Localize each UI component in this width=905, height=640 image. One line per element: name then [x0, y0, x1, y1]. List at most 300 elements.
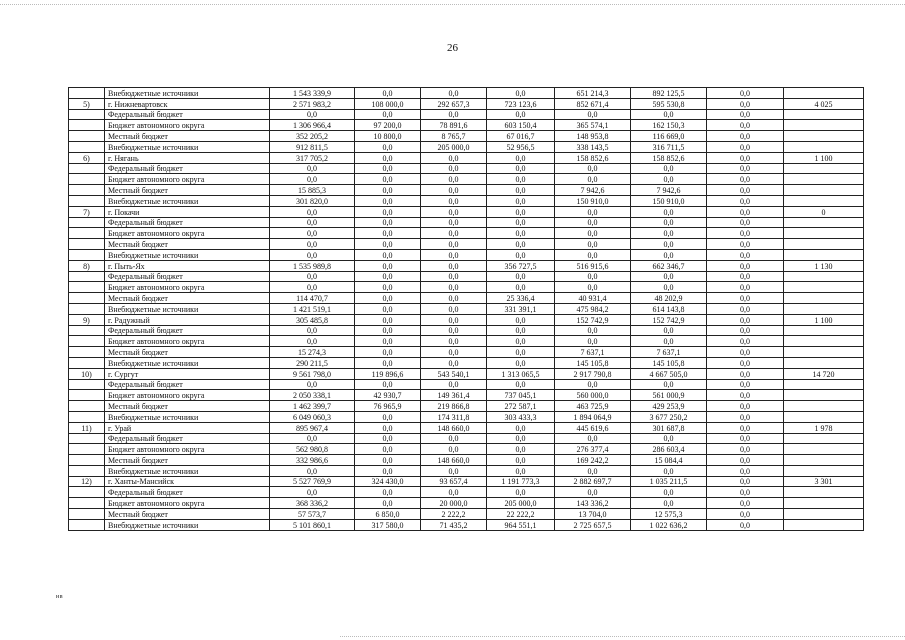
indicator-cell	[784, 141, 864, 152]
indicator-cell	[784, 228, 864, 239]
indicator-cell	[784, 336, 864, 347]
value-cell: 148 660,0	[421, 422, 487, 433]
row-number	[69, 249, 105, 260]
table-row	[69, 174, 864, 185]
value-cell: 0,0	[270, 249, 355, 260]
value-cell: 0,0	[355, 455, 421, 466]
indicator-cell	[784, 217, 864, 228]
table-row	[69, 357, 864, 368]
value-cell: 0,0	[555, 228, 631, 239]
indicator-cell	[784, 293, 864, 304]
indicator-cell	[784, 239, 864, 250]
row-name: Бюджет автономного округа	[105, 498, 270, 509]
value-cell: 13 704,0	[555, 509, 631, 520]
value-cell: 0,0	[487, 271, 555, 282]
value-cell: 0,0	[707, 509, 784, 520]
value-cell: 22 222,2	[487, 509, 555, 520]
value-cell: 0,0	[555, 174, 631, 185]
value-cell: 0,0	[707, 303, 784, 314]
value-cell: 0,0	[487, 249, 555, 260]
table-row	[69, 109, 864, 120]
row-name: г. Пыть-Ях	[105, 260, 270, 271]
value-cell: 0,0	[355, 465, 421, 476]
table-row	[69, 271, 864, 282]
row-number: 12)	[69, 476, 105, 487]
value-cell: 0,0	[631, 465, 707, 476]
value-cell: 0,0	[270, 282, 355, 293]
value-cell: 0,0	[631, 498, 707, 509]
value-cell: 0,0	[355, 174, 421, 185]
value-cell: 0,0	[707, 109, 784, 120]
value-cell: 0,0	[355, 357, 421, 368]
table-row	[69, 88, 864, 99]
value-cell: 356 727,5	[487, 260, 555, 271]
value-cell: 292 657,3	[421, 98, 487, 109]
value-cell: 290 211,5	[270, 357, 355, 368]
value-cell: 7 637,1	[631, 347, 707, 358]
value-cell: 0,0	[355, 293, 421, 304]
row-name: г. Урай	[105, 422, 270, 433]
value-cell: 0,0	[707, 206, 784, 217]
indicator-cell	[784, 131, 864, 142]
value-cell: 0,0	[631, 433, 707, 444]
table-row	[69, 519, 864, 530]
row-name: Федеральный бюджет	[105, 487, 270, 498]
row-number: 9)	[69, 314, 105, 325]
row-name: Местный бюджет	[105, 509, 270, 520]
value-cell: 0,0	[555, 465, 631, 476]
table-row	[69, 163, 864, 174]
row-number: 11)	[69, 422, 105, 433]
value-cell: 0,0	[707, 314, 784, 325]
row-name: Местный бюджет	[105, 239, 270, 250]
value-cell: 148 953,8	[555, 131, 631, 142]
indicator-cell	[784, 357, 864, 368]
value-cell: 219 866,8	[421, 401, 487, 412]
indicator-cell	[784, 498, 864, 509]
indicator-cell	[784, 519, 864, 530]
row-number	[69, 282, 105, 293]
row-number	[69, 498, 105, 509]
table-row	[69, 195, 864, 206]
value-cell: 0,0	[355, 282, 421, 293]
table-row	[69, 487, 864, 498]
value-cell: 305 485,8	[270, 314, 355, 325]
value-cell: 0,0	[707, 174, 784, 185]
row-number: 7)	[69, 206, 105, 217]
indicator-cell: 1 100	[784, 314, 864, 325]
value-cell: 0,0	[270, 271, 355, 282]
table-row	[69, 336, 864, 347]
value-cell: 0,0	[421, 195, 487, 206]
row-name: Федеральный бюджет	[105, 379, 270, 390]
table-row	[69, 498, 864, 509]
value-cell: 0,0	[355, 433, 421, 444]
indicator-cell	[784, 282, 864, 293]
table-row	[69, 228, 864, 239]
value-cell: 0,0	[555, 325, 631, 336]
row-number	[69, 465, 105, 476]
value-cell: 0,0	[421, 325, 487, 336]
row-number	[69, 120, 105, 131]
value-cell: 0,0	[355, 228, 421, 239]
value-cell: 0,0	[421, 249, 487, 260]
value-cell: 2 725 657,5	[555, 519, 631, 530]
value-cell: 912 811,5	[270, 141, 355, 152]
value-cell: 1 022 636,2	[631, 519, 707, 530]
value-cell: 0,0	[487, 152, 555, 163]
value-cell: 3 677 250,2	[631, 411, 707, 422]
value-cell: 0,0	[707, 271, 784, 282]
value-cell: 0,0	[707, 357, 784, 368]
value-cell: 0,0	[631, 336, 707, 347]
table-row	[69, 141, 864, 152]
value-cell: 543 540,1	[421, 368, 487, 379]
value-cell: 174 311,8	[421, 411, 487, 422]
table-row	[69, 325, 864, 336]
value-cell: 0,0	[707, 228, 784, 239]
value-cell: 145 105,8	[555, 357, 631, 368]
value-cell: 150 910,0	[555, 195, 631, 206]
value-cell: 7 637,1	[555, 347, 631, 358]
value-cell: 1 421 519,1	[270, 303, 355, 314]
table-row	[69, 411, 864, 422]
value-cell: 0,0	[421, 239, 487, 250]
row-number	[69, 455, 105, 466]
value-cell: 0,0	[355, 411, 421, 422]
value-cell: 0,0	[487, 455, 555, 466]
value-cell: 76 965,9	[355, 401, 421, 412]
value-cell: 52 956,5	[487, 141, 555, 152]
value-cell: 852 671,4	[555, 98, 631, 109]
budget-table-body	[69, 88, 864, 531]
indicator-cell	[784, 88, 864, 99]
value-cell: 10 800,0	[355, 131, 421, 142]
value-cell: 145 105,8	[631, 357, 707, 368]
row-name: Местный бюджет	[105, 455, 270, 466]
value-cell: 0,0	[555, 239, 631, 250]
value-cell: 0,0	[270, 465, 355, 476]
value-cell: 0,0	[707, 217, 784, 228]
value-cell: 0,0	[355, 195, 421, 206]
value-cell: 1 543 339,9	[270, 88, 355, 99]
row-number	[69, 271, 105, 282]
value-cell: 1 191 773,3	[487, 476, 555, 487]
value-cell: 368 336,2	[270, 498, 355, 509]
value-cell: 0,0	[487, 109, 555, 120]
value-cell: 0,0	[355, 444, 421, 455]
table-row	[69, 303, 864, 314]
value-cell: 0,0	[707, 88, 784, 99]
row-name: Бюджет автономного округа	[105, 228, 270, 239]
value-cell: 317 580,0	[355, 519, 421, 530]
value-cell: 562 980,8	[270, 444, 355, 455]
value-cell: 0,0	[355, 498, 421, 509]
indicator-cell: 14 720	[784, 368, 864, 379]
row-name: Внебюджетные источники	[105, 249, 270, 260]
table-row	[69, 368, 864, 379]
value-cell: 108 000,0	[355, 98, 421, 109]
value-cell: 737 045,1	[487, 390, 555, 401]
table-row	[69, 293, 864, 304]
indicator-cell	[784, 325, 864, 336]
value-cell: 964 551,1	[487, 519, 555, 530]
value-cell: 365 574,1	[555, 120, 631, 131]
value-cell: 445 619,6	[555, 422, 631, 433]
value-cell: 9 561 798,0	[270, 368, 355, 379]
value-cell: 205 000,0	[487, 498, 555, 509]
row-name: Бюджет автономного округа	[105, 444, 270, 455]
value-cell: 0,0	[707, 336, 784, 347]
value-cell: 0,0	[421, 174, 487, 185]
value-cell: 0,0	[421, 465, 487, 476]
indicator-cell	[784, 401, 864, 412]
value-cell: 1 306 966,4	[270, 120, 355, 131]
value-cell: 1 535 989,8	[270, 260, 355, 271]
value-cell: 0,0	[707, 433, 784, 444]
value-cell: 0,0	[707, 260, 784, 271]
value-cell: 143 336,2	[555, 498, 631, 509]
row-number	[69, 433, 105, 444]
value-cell: 158 852,6	[555, 152, 631, 163]
indicator-cell: 0	[784, 206, 864, 217]
value-cell: 0,0	[421, 282, 487, 293]
value-cell: 0,0	[355, 249, 421, 260]
value-cell: 0,0	[707, 401, 784, 412]
value-cell: 324 430,0	[355, 476, 421, 487]
row-number	[69, 325, 105, 336]
value-cell: 0,0	[707, 411, 784, 422]
value-cell: 116 669,0	[631, 131, 707, 142]
row-number	[69, 411, 105, 422]
row-name: Бюджет автономного округа	[105, 390, 270, 401]
indicator-cell	[784, 379, 864, 390]
row-number	[69, 347, 105, 358]
value-cell: 0,0	[355, 325, 421, 336]
value-cell: 148 660,0	[421, 455, 487, 466]
value-cell: 0,0	[355, 185, 421, 196]
scan-edge-top	[0, 4, 905, 5]
row-number	[69, 379, 105, 390]
value-cell: 114 470,7	[270, 293, 355, 304]
value-cell: 0,0	[707, 519, 784, 530]
table-row	[69, 152, 864, 163]
row-name: г. Нягань	[105, 152, 270, 163]
indicator-cell	[784, 347, 864, 358]
value-cell: 0,0	[487, 206, 555, 217]
value-cell: 561 000,9	[631, 390, 707, 401]
value-cell: 0,0	[555, 379, 631, 390]
value-cell: 0,0	[631, 249, 707, 260]
value-cell: 71 435,2	[421, 519, 487, 530]
indicator-cell	[784, 120, 864, 131]
table-row	[69, 249, 864, 260]
value-cell: 0,0	[270, 228, 355, 239]
row-number	[69, 293, 105, 304]
row-number	[69, 239, 105, 250]
value-cell: 286 603,4	[631, 444, 707, 455]
value-cell: 0,0	[707, 120, 784, 131]
value-cell: 150 910,0	[631, 195, 707, 206]
table-row	[69, 206, 864, 217]
value-cell: 42 930,7	[355, 390, 421, 401]
value-cell: 0,0	[555, 487, 631, 498]
row-name: Бюджет автономного округа	[105, 120, 270, 131]
table-row	[69, 455, 864, 466]
value-cell: 0,0	[707, 498, 784, 509]
value-cell: 152 742,9	[631, 314, 707, 325]
row-name: г. Радужный	[105, 314, 270, 325]
value-cell: 0,0	[421, 336, 487, 347]
value-cell: 0,0	[487, 347, 555, 358]
row-name: Внебюджетные источники	[105, 195, 270, 206]
row-name: Бюджет автономного округа	[105, 336, 270, 347]
value-cell: 15 885,3	[270, 185, 355, 196]
row-name: Федеральный бюджет	[105, 109, 270, 120]
table-row	[69, 260, 864, 271]
value-cell: 0,0	[355, 141, 421, 152]
row-number	[69, 487, 105, 498]
value-cell: 0,0	[631, 325, 707, 336]
row-number	[69, 109, 105, 120]
value-cell: 0,0	[355, 217, 421, 228]
value-cell: 332 986,6	[270, 455, 355, 466]
value-cell: 5 527 769,9	[270, 476, 355, 487]
value-cell: 0,0	[631, 217, 707, 228]
value-cell: 8 765,7	[421, 131, 487, 142]
table-row	[69, 390, 864, 401]
value-cell: 0,0	[270, 433, 355, 444]
value-cell: 0,0	[487, 217, 555, 228]
row-name: Федеральный бюджет	[105, 271, 270, 282]
value-cell: 0,0	[707, 455, 784, 466]
value-cell: 0,0	[631, 239, 707, 250]
value-cell: 0,0	[707, 487, 784, 498]
value-cell: 0,0	[355, 347, 421, 358]
row-number	[69, 174, 105, 185]
value-cell: 0,0	[270, 379, 355, 390]
value-cell: 0,0	[707, 379, 784, 390]
row-number: 5)	[69, 98, 105, 109]
value-cell: 0,0	[707, 476, 784, 487]
row-number	[69, 401, 105, 412]
value-cell: 0,0	[487, 325, 555, 336]
value-cell: 0,0	[421, 357, 487, 368]
table-row	[69, 444, 864, 455]
value-cell: 0,0	[707, 163, 784, 174]
row-number	[69, 357, 105, 368]
row-name: Федеральный бюджет	[105, 163, 270, 174]
value-cell: 0,0	[421, 444, 487, 455]
value-cell: 0,0	[355, 163, 421, 174]
value-cell: 0,0	[487, 282, 555, 293]
page-number: 26	[447, 42, 458, 54]
value-cell: 0,0	[487, 185, 555, 196]
row-number	[69, 336, 105, 347]
value-cell: 301 820,0	[270, 195, 355, 206]
indicator-cell	[784, 249, 864, 260]
value-cell: 15 084,4	[631, 455, 707, 466]
row-name: Внебюджетные источники	[105, 465, 270, 476]
value-cell: 0,0	[487, 228, 555, 239]
value-cell: 0,0	[631, 109, 707, 120]
value-cell: 0,0	[355, 239, 421, 250]
value-cell: 0,0	[487, 163, 555, 174]
value-cell: 662 346,7	[631, 260, 707, 271]
value-cell: 0,0	[631, 271, 707, 282]
indicator-cell	[784, 303, 864, 314]
table-row	[69, 120, 864, 131]
indicator-cell	[784, 390, 864, 401]
indicator-cell	[784, 174, 864, 185]
value-cell: 0,0	[555, 433, 631, 444]
indicator-cell	[784, 271, 864, 282]
value-cell: 0,0	[355, 422, 421, 433]
value-cell: 0,0	[487, 195, 555, 206]
value-cell: 0,0	[487, 357, 555, 368]
value-cell: 0,0	[355, 152, 421, 163]
table-row	[69, 379, 864, 390]
value-cell: 0,0	[707, 465, 784, 476]
value-cell: 0,0	[487, 88, 555, 99]
value-cell: 158 852,6	[631, 152, 707, 163]
row-number	[69, 195, 105, 206]
value-cell: 303 433,3	[487, 411, 555, 422]
value-cell: 1 035 211,5	[631, 476, 707, 487]
value-cell: 40 931,4	[555, 293, 631, 304]
value-cell: 0,0	[631, 282, 707, 293]
value-cell: 0,0	[421, 88, 487, 99]
value-cell: 205 000,0	[421, 141, 487, 152]
table-row	[69, 422, 864, 433]
value-cell: 0,0	[487, 239, 555, 250]
value-cell: 7 942,6	[631, 185, 707, 196]
value-cell: 0,0	[421, 217, 487, 228]
value-cell: 0,0	[707, 422, 784, 433]
row-name: Местный бюджет	[105, 401, 270, 412]
value-cell: 0,0	[270, 163, 355, 174]
row-name: Внебюджетные источники	[105, 88, 270, 99]
table-row	[69, 185, 864, 196]
value-cell: 0,0	[355, 487, 421, 498]
value-cell: 0,0	[421, 260, 487, 271]
value-cell: 331 391,1	[487, 303, 555, 314]
value-cell: 2 571 983,2	[270, 98, 355, 109]
value-cell: 0,0	[707, 368, 784, 379]
table-row	[69, 239, 864, 250]
row-number: 10)	[69, 368, 105, 379]
indicator-cell	[784, 465, 864, 476]
value-cell: 603 150,4	[487, 120, 555, 131]
indicator-cell	[784, 185, 864, 196]
row-name: Бюджет автономного округа	[105, 282, 270, 293]
row-number: 8)	[69, 260, 105, 271]
value-cell: 7 942,6	[555, 185, 631, 196]
value-cell: 0,0	[421, 347, 487, 358]
row-number	[69, 185, 105, 196]
value-cell: 0,0	[707, 141, 784, 152]
value-cell: 0,0	[707, 325, 784, 336]
value-cell: 0,0	[355, 336, 421, 347]
footer-mark: нв	[56, 594, 64, 600]
row-number	[69, 444, 105, 455]
table-row	[69, 131, 864, 142]
row-name: Местный бюджет	[105, 347, 270, 358]
row-number	[69, 303, 105, 314]
value-cell: 272 587,1	[487, 401, 555, 412]
value-cell: 0,0	[487, 487, 555, 498]
value-cell: 0,0	[421, 206, 487, 217]
